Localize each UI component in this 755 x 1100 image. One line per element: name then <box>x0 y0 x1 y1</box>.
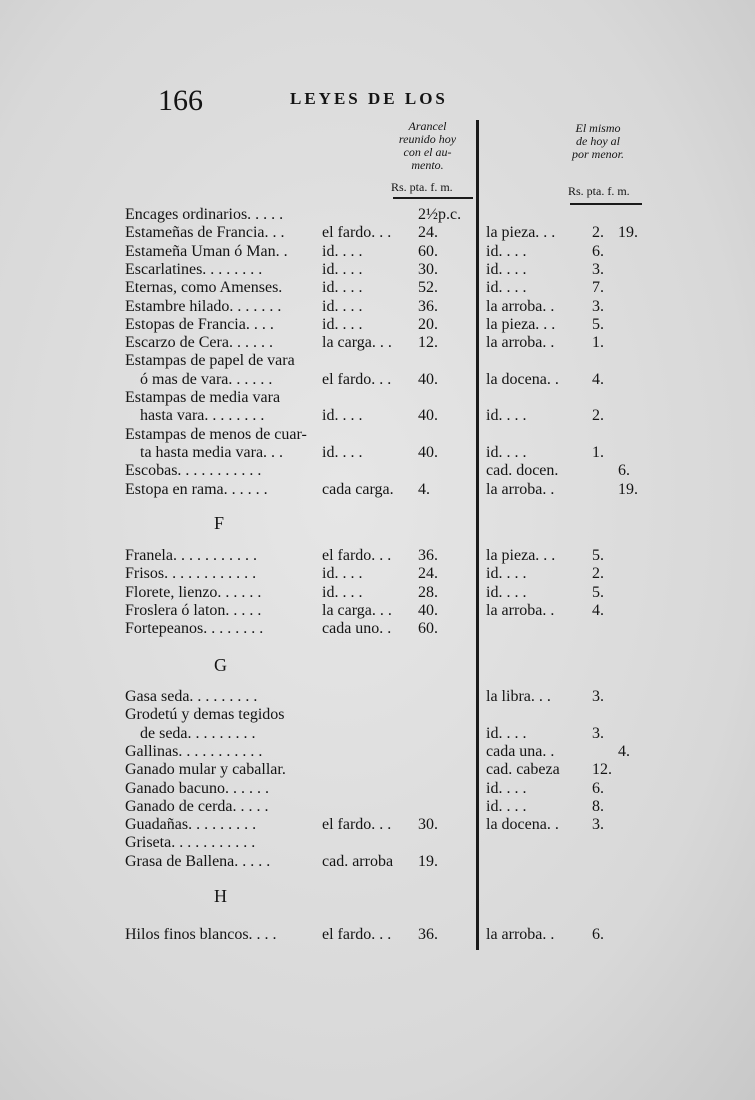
retail-unit: la libra. . . <box>486 688 551 705</box>
entry-name: Ganado mular y caballar. <box>125 761 286 779</box>
arancel-unit: id. . . . <box>322 279 363 297</box>
arancel-unit: cada uno. . <box>322 620 392 638</box>
retail-value-2: 19. <box>618 224 638 242</box>
retail-value: 3. <box>592 688 604 705</box>
caption-line: de hoy al <box>576 134 620 148</box>
entry-name: Florete, lienzo. . . . . . <box>125 583 262 601</box>
retail-value-2: 19. <box>618 480 638 498</box>
column-divider <box>476 120 479 950</box>
entry-name: de seda. . . . . . . . . <box>140 724 256 742</box>
arancel-value: 36. <box>418 297 438 315</box>
caption-line: El mismo <box>575 121 621 135</box>
retail-value: 5. <box>592 315 604 333</box>
caption-line: mento. <box>411 158 444 172</box>
retail-unit: id. . . . <box>486 279 527 297</box>
entry-name: Escobas. . . . . . . . . . . <box>125 462 262 480</box>
entry-name: Grodetú y demas tegidos <box>125 706 285 724</box>
retail-value: 12. <box>592 761 612 779</box>
caption-line: Arancel <box>408 119 447 133</box>
arancel-unit: el fardo. . . <box>322 816 392 834</box>
entry-name: Estopa en rama. . . . . . <box>125 480 268 498</box>
retail-value: 4. <box>592 601 604 619</box>
arancel-value: 2½p.c. <box>418 206 462 223</box>
entry-name: Hilos finos blancos. . . . <box>125 926 277 943</box>
retail-value: 8. <box>592 797 604 815</box>
entry-name: Grasa de Ballena. . . . . <box>125 852 271 870</box>
arancel-value: 40. <box>418 601 438 619</box>
retail-unit: la docena. . <box>486 816 559 834</box>
retail-value: 5. <box>592 583 604 601</box>
retail-unit: id. . . . <box>486 260 527 278</box>
entry-name: Franela. . . . . . . . . . . <box>125 547 257 564</box>
entry-name: Eternas, como Amenses. <box>125 279 283 297</box>
retail-unit: la docena. . <box>486 370 559 388</box>
retail-unit: id. . . . <box>486 797 527 815</box>
arancel-unit: cad. arroba <box>322 852 394 870</box>
arancel-value: 36. <box>418 926 438 943</box>
arancel-units: Rs. pta. f. m. <box>391 180 453 194</box>
entry-name: Griseta. . . . . . . . . . . <box>125 834 256 852</box>
entry-name: Escarlatines. . . . . . . . <box>125 260 263 278</box>
caption-line: por menor. <box>571 147 624 161</box>
arancel-value: 20. <box>418 315 438 333</box>
entry-name: Encages ordinarios. . . . . <box>125 206 284 223</box>
retail-value-2: 4. <box>618 742 630 760</box>
arancel-value: 30. <box>418 816 438 834</box>
arancel-unit: id. . . . <box>322 583 363 601</box>
arancel-unit: la carga. . . <box>322 334 392 352</box>
running-title: LEYES DE LOS <box>290 89 448 108</box>
retail-value: 1. <box>592 443 604 461</box>
entry-name: Ganado de cerda. . . . . <box>125 797 269 815</box>
entry-name: Estampas de papel de vara <box>125 352 295 370</box>
retail-value: 2. <box>592 224 604 242</box>
retail-unit: la arroba. . <box>486 926 555 943</box>
arancel-unit: id. . . . <box>322 443 363 461</box>
retail-unit: cad. cabeza <box>486 761 560 779</box>
arancel-rule <box>393 197 473 199</box>
entry-name: Estameñas de Francia. . . <box>125 224 285 242</box>
arancel-unit: el fardo. . . <box>322 926 392 943</box>
arancel-unit: el fardo. . . <box>322 547 392 564</box>
arancel-value: 4. <box>418 480 430 498</box>
entry-name: Estopas de Francia. . . . <box>125 315 274 333</box>
arancel-value: 30. <box>418 260 438 278</box>
retail-unit: cada una. . <box>486 742 555 760</box>
arancel-unit: id. . . . <box>322 260 363 278</box>
arancel-value: 60. <box>418 242 438 260</box>
retail-unit: la pieza. . . <box>486 547 556 564</box>
section-letter: G <box>214 655 227 675</box>
arancel-unit: id. . . . <box>322 315 363 333</box>
caption-line: con el au- <box>403 145 452 159</box>
retail-unit: la pieza. . . <box>486 315 556 333</box>
arancel-value: 24. <box>418 224 438 242</box>
retail-value: 3. <box>592 297 604 315</box>
mismo-rule <box>570 203 642 205</box>
retail-unit: la pieza. . . <box>486 224 556 242</box>
retail-unit: id. . . . <box>486 565 527 583</box>
retail-value: 7. <box>592 279 604 297</box>
arancel-unit: cada carga. <box>322 480 394 498</box>
arancel-unit: id. . . . <box>322 297 363 315</box>
entry-name: Frisos. . . . . . . . . . . . <box>125 565 257 583</box>
retail-unit: id. . . . <box>486 407 527 425</box>
retail-unit: id. . . . <box>486 583 527 601</box>
entry-name: Gallinas. . . . . . . . . . . <box>125 742 263 760</box>
entry-name: Froslera ó laton. . . . . <box>125 601 262 619</box>
retail-unit: id. . . . <box>486 724 527 742</box>
retail-unit: la arroba. . <box>486 480 555 498</box>
retail-unit: id. . . . <box>486 242 527 260</box>
section-letter: H <box>214 886 227 906</box>
entry-name: Estampas de menos de cuar- <box>125 425 307 443</box>
arancel-unit: la carga. . . <box>322 601 392 619</box>
retail-value: 6. <box>592 242 604 260</box>
retail-value: 3. <box>592 724 604 742</box>
entry-name: Estameña Uman ó Man. . <box>125 242 288 260</box>
retail-value: 5. <box>592 547 604 564</box>
retail-value: 3. <box>592 260 604 278</box>
entry-name: Fortepeanos. . . . . . . . <box>125 620 264 638</box>
arancel-caption <box>380 120 475 172</box>
entry-name: Estambre hilado. . . . . . . <box>125 297 282 315</box>
arancel-value: 60. <box>418 620 438 638</box>
retail-value: 6. <box>592 926 604 943</box>
retail-value: 2. <box>592 565 604 583</box>
retail-unit: id. . . . <box>486 443 527 461</box>
arancel-value: 40. <box>418 370 438 388</box>
arancel-value: 40. <box>418 407 438 425</box>
entry-name: ó mas de vara. . . . . . <box>140 370 273 388</box>
arancel-value: 19. <box>418 852 438 870</box>
arancel-value: 28. <box>418 583 438 601</box>
entry-name: Gasa seda. . . . . . . . . <box>125 688 258 705</box>
retail-unit: la arroba. . <box>486 601 555 619</box>
mismo-units: Rs. pta. f. m. <box>568 184 630 198</box>
retail-value: 6. <box>592 779 604 797</box>
arancel-unit: el fardo. . . <box>322 370 392 388</box>
arancel-value: 40. <box>418 443 438 461</box>
entry-name: Guadañas. . . . . . . . . <box>125 816 257 834</box>
caption-line: reunido hoy <box>398 132 457 146</box>
arancel-value: 52. <box>418 279 438 297</box>
retail-unit: cad. docen. <box>486 462 559 480</box>
entry-name: ta hasta media vara. . . <box>140 443 284 461</box>
retail-unit: la arroba. . <box>486 297 555 315</box>
mismo-caption <box>548 122 648 161</box>
retail-value: 2. <box>592 407 604 425</box>
retail-value: 1. <box>592 334 604 352</box>
retail-unit: id. . . . <box>486 779 527 797</box>
section-letter: F <box>214 513 225 533</box>
arancel-value: 24. <box>418 565 438 583</box>
retail-unit: la arroba. . <box>486 334 555 352</box>
arancel-value: 36. <box>418 547 438 564</box>
retail-value-2: 6. <box>618 462 630 480</box>
entry-name: Ganado bacuno. . . . . . <box>125 779 269 797</box>
arancel-unit: id. . . . <box>322 407 363 425</box>
arancel-unit: el fardo. . . <box>322 224 392 242</box>
entry-name: Escarzo de Cera. . . . . . <box>125 334 273 352</box>
page-number: 166 <box>158 84 203 117</box>
arancel-unit: id. . . . <box>322 565 363 583</box>
retail-value: 4. <box>592 370 604 388</box>
entry-name: Estampas de media vara <box>125 389 281 406</box>
arancel-value: 12. <box>418 334 438 352</box>
retail-value: 3. <box>592 816 604 834</box>
entry-name: hasta vara. . . . . . . . <box>140 407 265 425</box>
arancel-unit: id. . . . <box>322 242 363 260</box>
